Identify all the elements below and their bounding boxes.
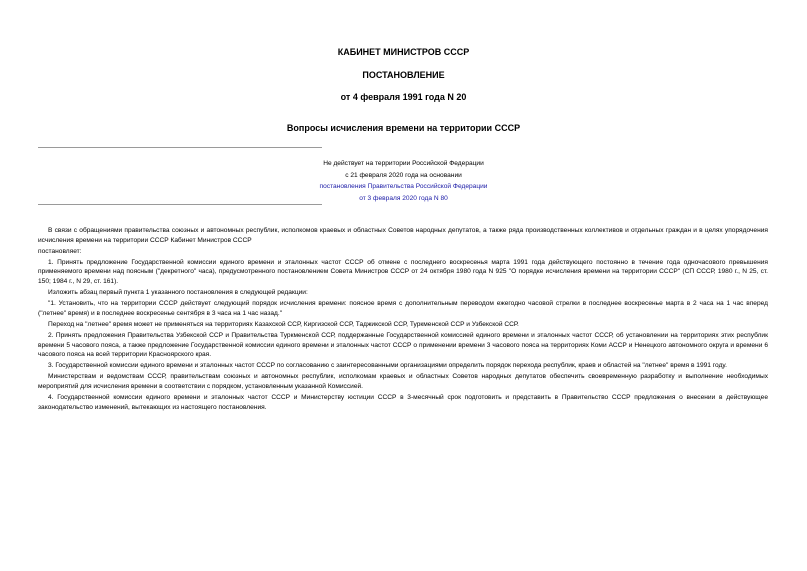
paragraph-item-2: 2. Принять предложения Правительства Узбекской ССР и Правительства Туркменской ССР, поддержанные Государственной комиссией единого времени и эталонных частот СССР, об установлении на территориях этих республик времени 5 часового пояса, а также предложение Государственной комиссии единого времени и эталонных частот СССР о применении времени 3 часового пояса на территориях Коми АССР и Ненецкого автономного округа и времени 6 часового пояса на всей территории Красноярского края. (38, 331, 768, 359)
issuer-heading: КАБИНЕТ МИНИСТРОВ СССР (337, 47, 470, 57)
paragraph-preamble: В связи с обращениями правительства союзных и автономных республик, исполкомов краевых и областных Советов народных депутатов, а также ряда производственных коллективов и отдельных граждан и в целях упорядочения исчисления времени на территории СССР Кабинет Министров СССР (38, 227, 768, 244)
paragraph-item-3: 3. Государственной комиссии единого времени и эталонных частот СССР по согласованию с заинтересованными организациями определить порядок перехода республик, краев и областей на "летнее" время в 1991 году. (48, 362, 727, 370)
document-type-heading: ПОСТАНОВЛЕНИЕ (362, 70, 445, 80)
paragraph-item-1: 1. Принять предложение Государственной комиссии единого времени и эталонных частот СССР об отмене с последнего воскресенья марта 1991 года действующего постоянно в течение года одночасового превышения применяемого времени над поясным ("декретного" часа), предусмотренного постановлением Совета Министров СССР от 24 октября 1980 года N 925 "О порядке исчисления времени на территории СССР" (СП СССР, 1980 г., N 25, ст. 150; 1984 г., N 29, ст. 161). (38, 258, 768, 285)
paragraph-item-1-quote: "1. Установить, что на территории СССР действует следующий порядок исчисления времени: поясное время с дополнительным переводом ежегодно часовой стрелки в последнее воскресенье марта в 2 часа на 1 час вперед ("летнее" время) и в последнее воскресенье сентября в 3 часа на 1 час назад." (38, 300, 768, 317)
paragraph-item-4: 4. Государственной комиссии единого времени и эталонных частот СССР и Министерству юстиции СССР в 3-месячный срок подготовить и представить в Правительство СССР предложения о внесении в действующее законодательство изменений, вытекающих из настоящего постановления. (38, 394, 768, 411)
notice-line-1: Не действует на территории Российской Федерации (323, 160, 484, 167)
document-body (38, 226, 768, 414)
paragraph-item-1-edit: Изложить абзац первый пункта 1 указанного постановления в следующей редакции: (48, 289, 308, 297)
paragraph-resolves: постановляет: (38, 247, 82, 255)
paragraph-item-3-ministries: Министерствам и ведомствам СССР, правительствам союзных и автономных республик, исполкомам краевых и областных Советов народных депутатов обеспечить своевременную разработку и выполнение необходимых мероприятий для исчисления времени в соответствии с порядком, установленным указанной Комиссией. (38, 373, 768, 390)
paragraph-item-1-exception: Переход на "летнее" время может не применяться на территориях Казахской ССР, Киргизской ССР, Таджикской ССР, Туркменской ССР и Узбекской ССР. (48, 320, 519, 328)
date-number-heading: от 4 февраля 1991 года N 20 (340, 92, 467, 102)
notice-link-line-1[interactable]: постановления Правительства Российской Федерации (319, 183, 488, 190)
document-title: Вопросы исчисления времени на территории СССР (286, 123, 521, 133)
status-notice (0, 158, 807, 204)
notice-line-2: с 21 февраля 2020 года на основании (345, 171, 462, 179)
divider-top (38, 147, 322, 148)
divider-bottom (38, 204, 322, 205)
notice-link-line-2[interactable]: от 3 февраля 2020 года N 80 (359, 194, 448, 202)
